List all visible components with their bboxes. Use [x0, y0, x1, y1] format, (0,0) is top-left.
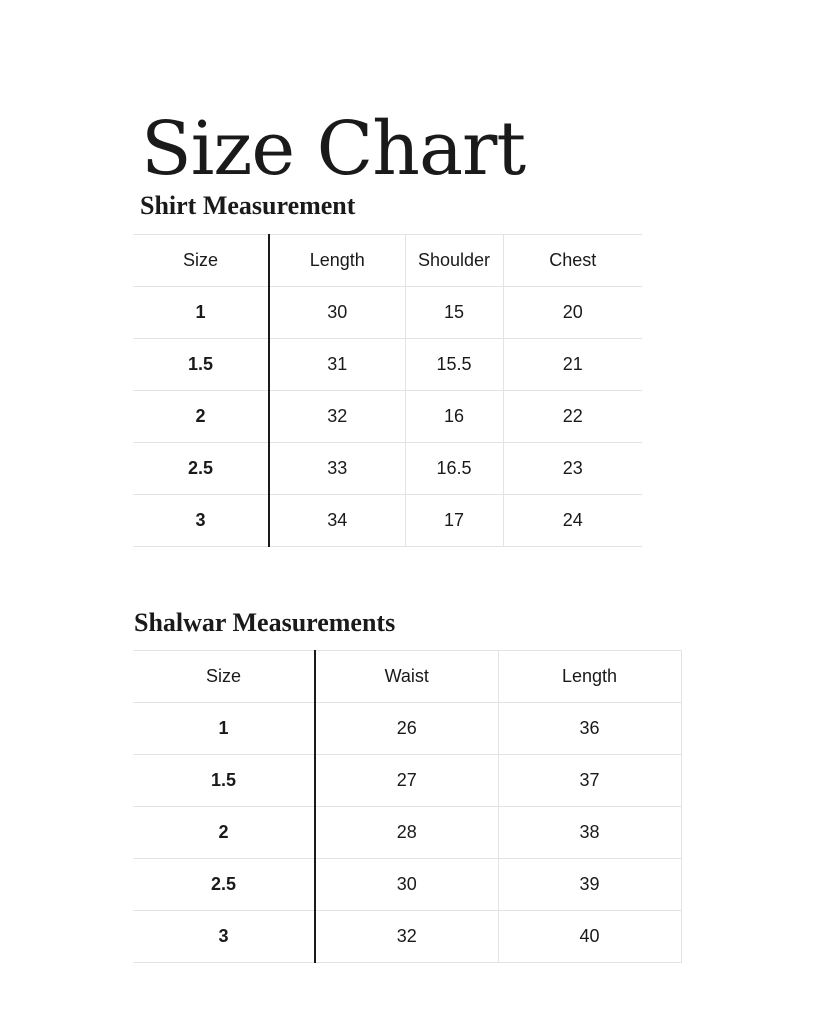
shirt-section-title: Shirt Measurement	[140, 191, 356, 220]
waist-cell: 30	[315, 859, 498, 911]
table-row	[133, 443, 642, 495]
table-row	[133, 391, 642, 443]
length-cell: 37	[498, 755, 681, 807]
size-cell: 2.5	[133, 859, 315, 911]
size-cell: 3	[133, 911, 315, 963]
table-row	[133, 911, 681, 963]
table-row	[133, 755, 681, 807]
length-cell: 30	[269, 287, 405, 339]
shoulder-cell: 16	[405, 391, 503, 443]
length-cell: 32	[269, 391, 405, 443]
header-waist: Waist	[315, 651, 498, 703]
table-row	[133, 807, 681, 859]
size-cell: 3	[133, 495, 269, 547]
header-size: Size	[133, 651, 315, 703]
chest-cell: 23	[503, 443, 642, 495]
table-header-row	[133, 235, 642, 287]
length-cell: 34	[269, 495, 405, 547]
size-cell: 2	[133, 391, 269, 443]
size-cell: 1	[133, 287, 269, 339]
table-row	[133, 495, 642, 547]
size-cell: 1.5	[133, 339, 269, 391]
shoulder-cell: 17	[405, 495, 503, 547]
length-cell: 40	[498, 911, 681, 963]
waist-cell: 27	[315, 755, 498, 807]
size-cell: 2.5	[133, 443, 269, 495]
size-cell: 1.5	[133, 755, 315, 807]
chest-cell: 24	[503, 495, 642, 547]
table-row	[133, 703, 681, 755]
size-cell: 2	[133, 807, 315, 859]
header-shoulder: Shoulder	[405, 235, 503, 287]
shoulder-cell: 16.5	[405, 443, 503, 495]
shirt-size-table	[133, 234, 642, 547]
shoulder-cell: 15	[405, 287, 503, 339]
table-header-row	[133, 651, 681, 703]
chest-cell: 20	[503, 287, 642, 339]
shalwar-size-table	[133, 650, 682, 963]
length-cell: 31	[269, 339, 405, 391]
header-length: Length	[498, 651, 681, 703]
table-row	[133, 287, 642, 339]
table-row	[133, 339, 642, 391]
chest-cell: 21	[503, 339, 642, 391]
table-row	[133, 859, 681, 911]
header-chest: Chest	[503, 235, 642, 287]
length-cell: 38	[498, 807, 681, 859]
header-length: Length	[269, 235, 405, 287]
length-cell: 33	[269, 443, 405, 495]
length-cell: 39	[498, 859, 681, 911]
page-title: Size Chart	[141, 106, 526, 192]
length-cell: 36	[498, 703, 681, 755]
size-cell: 1	[133, 703, 315, 755]
shalwar-section-title: Shalwar Measurements	[134, 608, 396, 637]
waist-cell: 28	[315, 807, 498, 859]
chest-cell: 22	[503, 391, 642, 443]
waist-cell: 32	[315, 911, 498, 963]
shoulder-cell: 15.5	[405, 339, 503, 391]
waist-cell: 26	[315, 703, 498, 755]
header-size: Size	[133, 235, 269, 287]
